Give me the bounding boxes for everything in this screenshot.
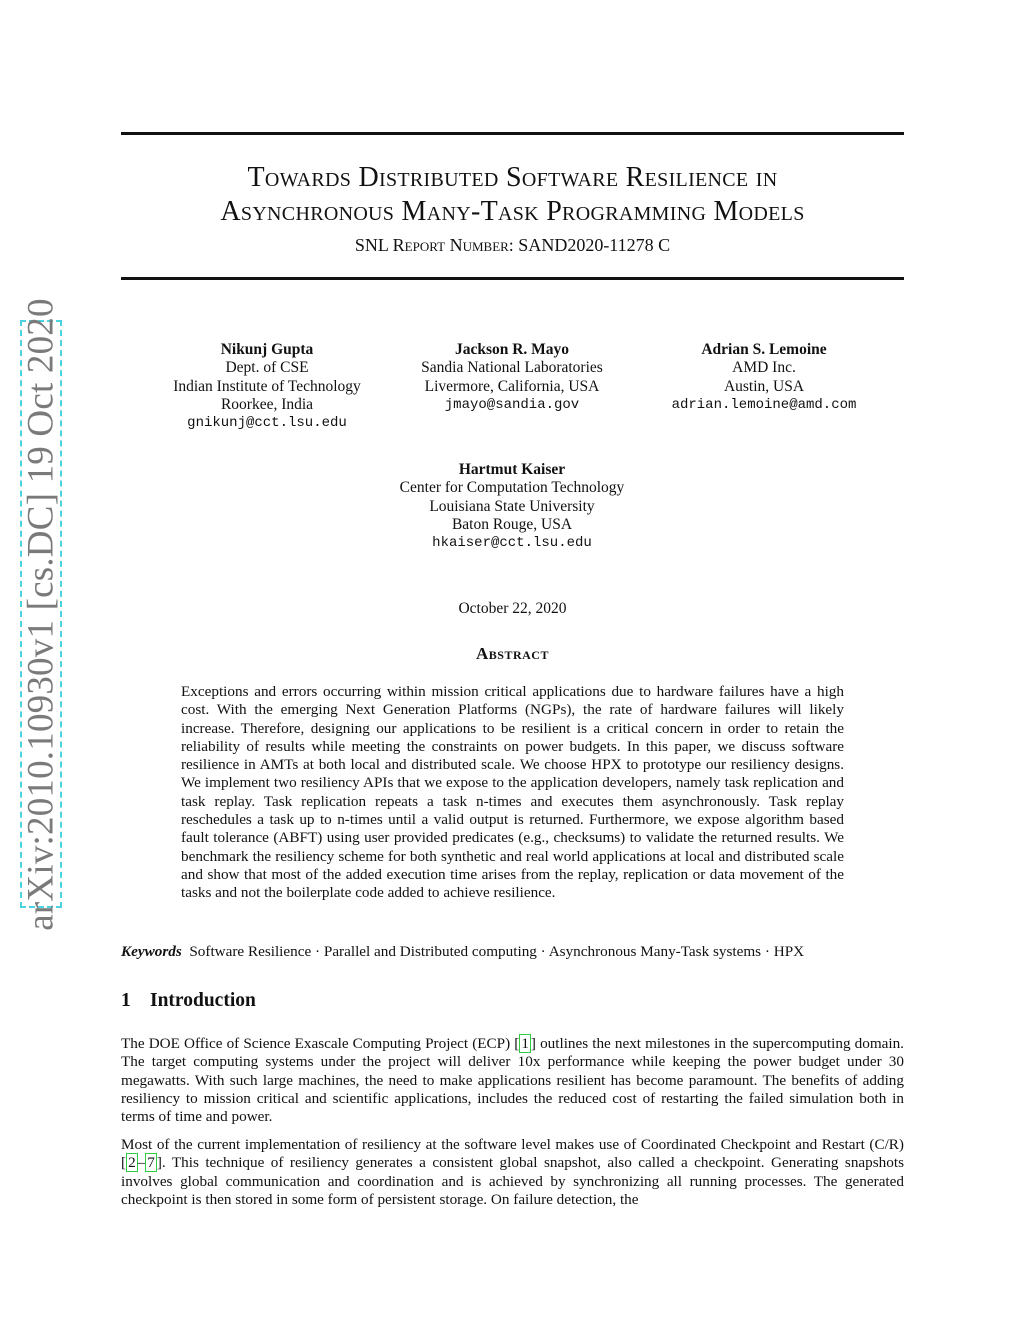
author-affiliation-line: Sandia National Laboratories	[421, 359, 603, 377]
paragraph-text: ] outlines the next milestones in the supercomputing domain. The target computing systems under the project will deliver 10x performance while keeping the power budget under 30 megawatts. With such large machines, the need to make applications resilient has become paramount. The benefits of adding resiliency to mission critical and scientific applications, includes the reduced cost of restarting the failed simulation both in terms of time and power.	[121, 1035, 904, 1126]
citation-link[interactable]: 7	[147, 1154, 155, 1172]
abstract-heading: Abstract	[476, 644, 549, 663]
author-affiliation-line: Louisiana State University	[429, 497, 595, 515]
citation-dash: –	[137, 1154, 146, 1172]
citation-link[interactable]: 2	[128, 1154, 136, 1172]
title-bottom-rule	[121, 277, 904, 280]
keywords-line	[121, 943, 904, 961]
author-affiliation-line: Dept. of CSE	[225, 359, 309, 377]
intro-paragraph-2	[121, 1136, 904, 1209]
author-block-1	[152, 341, 382, 432]
author-block-3	[654, 341, 874, 414]
section-heading	[121, 990, 256, 1012]
citation-link[interactable]: 1	[521, 1035, 529, 1052]
paper-date: October 22, 2020	[458, 600, 567, 617]
author-affiliation-line: Austin, USA	[723, 377, 805, 395]
paper-title-line-1: Towards Distributed Software Resilience in	[247, 162, 778, 193]
author-block-4	[370, 461, 654, 552]
author-email[interactable]: jmayo@sandia.gov	[444, 396, 580, 413]
arxiv-stamp-text: arXiv:2010.10930v1 [cs.DC] 19 Oct 2020	[20, 297, 62, 931]
abstract-text: Exceptions and errors occurring within mission critical applications due to hardware failures have a high cost. With the emerging Next Generation Platforms (NGPs), the rate of hardware failures will likely increase. Therefore, designing our applications to be resilient is a critical concern in order to retain the reliability of results while meeting the constraints on power budgets. In this paper, we discuss software resilience in AMTs at both local and distributed scale. We choose HPX to prototype our resiliency designs. We implement two resiliency APIs that we expose to the application developers, namely task replication and task replay. Task replication repeats a task n-times and executes them asynchronously. Task replay reschedules a task up to n-times until a valid output is returned. Furthermore, we expose algorithm based fault tolerance (ABFT) using user provided predicates (e.g., checksums) to validate the returned results. We benchmark the resiliency scheme for both synthetic and real world applications at local and distributed scale and show that most of the added execution time arises from the replay, replication or data movement of the tasks and not the boilerplate code added to achieve resilience.	[181, 683, 844, 902]
section-number: 1	[121, 990, 131, 1011]
paper-title-line-2: Asynchronous Many-Task Programming Models	[220, 196, 805, 227]
keywords-text: Software Resilience · Parallel and Distributed computing · Asynchronous Many-Task systems · HPX	[189, 943, 805, 960]
author-affiliation-line: Indian Institute of Technology	[173, 377, 361, 395]
paragraph-text: ]. This technique of resiliency generates a consistent global snapshot, also called a checkpoint. Generating snapshots involves global communication and coordination and is achieved by synchronizing all running processes. The generated checkpoint is then stored in some form of persistent storage. On failure detection, the	[121, 1154, 904, 1208]
author-affiliation-line: Baton Rouge, USA	[451, 515, 573, 533]
section-title: Introduction	[150, 990, 256, 1011]
intro-paragraph-1	[121, 1035, 904, 1126]
author-email[interactable]: adrian.lemoine@amd.com	[671, 396, 857, 413]
author-name: Adrian S. Lemoine	[701, 341, 827, 358]
paragraph-text: The DOE Office of Science Exascale Computing Project (ECP) [	[121, 1035, 520, 1052]
author-affiliation-line: Center for Computation Technology	[399, 479, 625, 497]
author-affiliation-line: AMD Inc.	[732, 359, 796, 377]
author-name: Hartmut Kaiser	[458, 461, 566, 478]
author-name: Nikunj Gupta	[220, 341, 314, 358]
title-top-rule	[121, 132, 904, 135]
author-name: Jackson R. Mayo	[454, 341, 570, 358]
report-number: SNL Report Number: SAND2020-11278 C	[354, 235, 671, 255]
author-affiliation-line: Roorkee, India	[220, 395, 314, 413]
author-email[interactable]: gnikunj@cct.lsu.edu	[187, 415, 347, 432]
author-block-2	[392, 341, 632, 414]
arxiv-stamp[interactable]	[20, 297, 62, 931]
paragraph-text: Most of the current implementation of resiliency at the software level makes use of Coordinated Checkpoint and Restart (C/R) [	[121, 1136, 904, 1172]
author-email[interactable]: hkaiser@cct.lsu.edu	[432, 535, 592, 552]
author-affiliation-line: Livermore, California, USA	[424, 377, 600, 395]
keywords-label: Keywords	[121, 943, 182, 960]
